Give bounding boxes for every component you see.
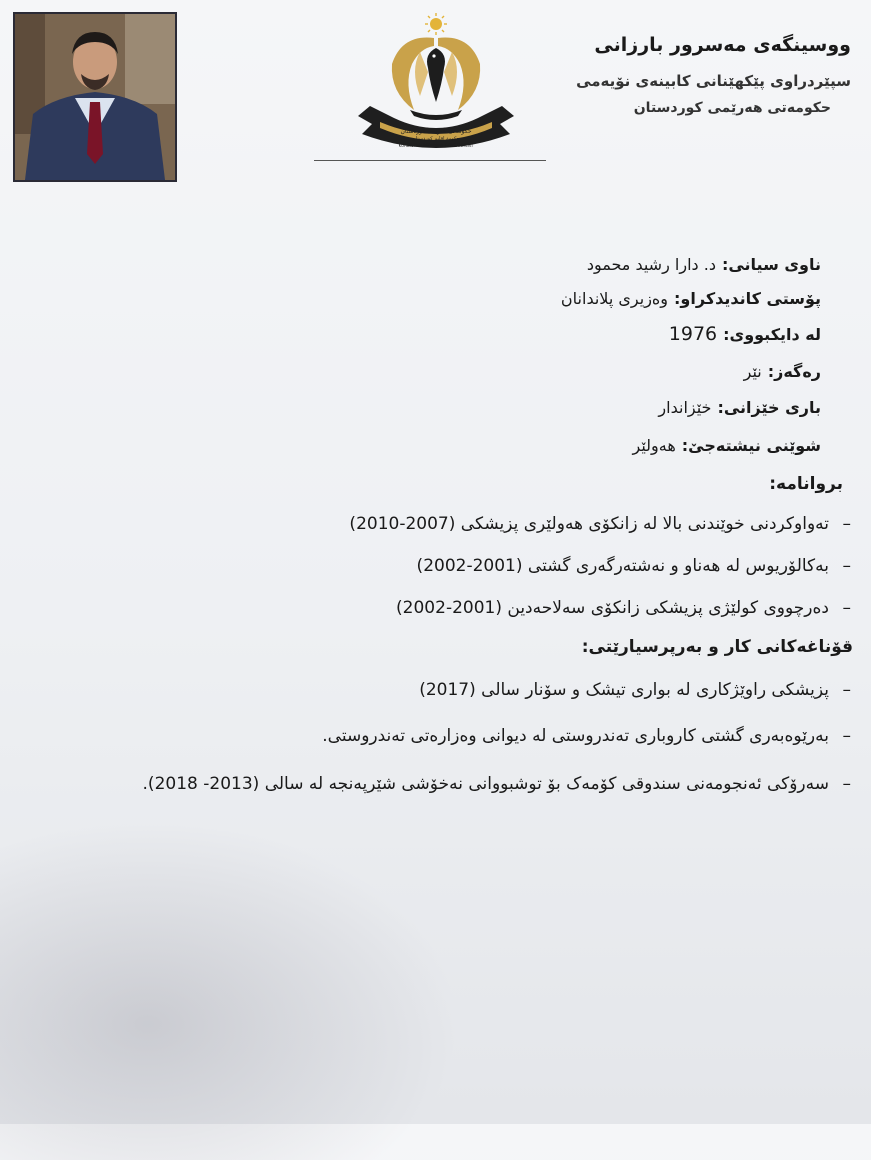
bullet-dash: –: [842, 774, 851, 794]
career-item: [419, 676, 851, 706]
bullet-dash: –: [842, 680, 851, 700]
education-item: [416, 552, 851, 582]
field-label: رەگەز:: [767, 362, 821, 381]
office-title: ووسینگەی مەسرور بارزانی: [594, 34, 851, 56]
career-item-text: بەرێوەبەری گشتی کاروباری تەندروستی لە دیوانی وەزارەتی تەندروستی.: [322, 726, 829, 746]
portrait-photo: [13, 12, 177, 182]
bullet-dash: –: [842, 726, 851, 746]
education-item-text: تەواوکردنی خوێندنی بالا لە زانکۆی هەولێری پزیشکی (2007-2010): [349, 514, 829, 534]
field-label: لە دایکبووی:: [723, 325, 821, 344]
emblem-banner-text-ar: حكومة اقليم كوردستان: [412, 136, 460, 142]
krg-eagle-emblem: [350, 12, 522, 152]
education-item: [349, 510, 851, 540]
field-birth-year: [669, 323, 821, 346]
field-full-name: [587, 255, 821, 274]
education-heading: بروانامە:: [769, 474, 843, 494]
field-nominated-post: [561, 289, 821, 308]
field-value: 1976: [668, 323, 718, 345]
header-divider: [314, 160, 546, 161]
field-value: د. دارا رشید محمود: [586, 255, 716, 274]
bullet-dash: –: [842, 556, 851, 576]
field-label: پۆستی کاندیدکراو:: [674, 289, 821, 308]
field-value: نێر: [743, 362, 762, 381]
field-marital-status: [658, 398, 821, 417]
field-value: وەزیری پلاندانان: [560, 289, 669, 308]
paper-shadow: [0, 820, 460, 1160]
career-item: [89, 770, 851, 800]
emblem-banner-text: حکومەتی هەرێمی کوردستان: [400, 128, 472, 135]
education-item-text: بەکالۆریوس لە هەناو و نەشتەرگەری گشتی (2001-2002): [416, 556, 829, 576]
emblem-banner-text-en: KURDISTAN REGIONAL GOVERNMENT: [398, 143, 474, 148]
field-gender: [744, 362, 821, 381]
field-label: باری خێزانی:: [717, 398, 821, 417]
career-item-text: سەرۆکی ئەنجومەنی سندوقی کۆمەک بۆ توشبووانی نەخۆشی شێرپەنجە لە سالی (2013- 2018).: [142, 774, 829, 794]
office-subtitle: سپێردراوی پێکهێنانی کابینەی نۆیەمی: [576, 72, 851, 90]
field-label: شوێنی نیشتەجێ:: [681, 436, 821, 455]
field-value: خێزاندار: [658, 398, 712, 417]
sun-icon: [425, 13, 447, 35]
career-item-text: پزیشکی راوێژکاری لە بواری تیشک و سۆنار سالی (2017): [419, 680, 829, 700]
education-item: [396, 594, 851, 624]
government-name: حکومەتی هەرێمی کوردستان: [633, 100, 831, 116]
field-label: ناوی سیانی:: [721, 255, 821, 274]
bullet-dash: –: [842, 598, 851, 618]
bullet-dash: –: [842, 514, 851, 534]
field-residence: [632, 436, 821, 455]
career-item: [322, 722, 851, 752]
field-value: هەولێر: [632, 436, 676, 455]
career-heading: قۆناغەکانی کار و بەرپرسیارێتی:: [581, 637, 853, 657]
education-item-text: دەرچووی کولێژی پزیشکی زانکۆی سەلاحەدین (2001-2002): [396, 598, 829, 618]
